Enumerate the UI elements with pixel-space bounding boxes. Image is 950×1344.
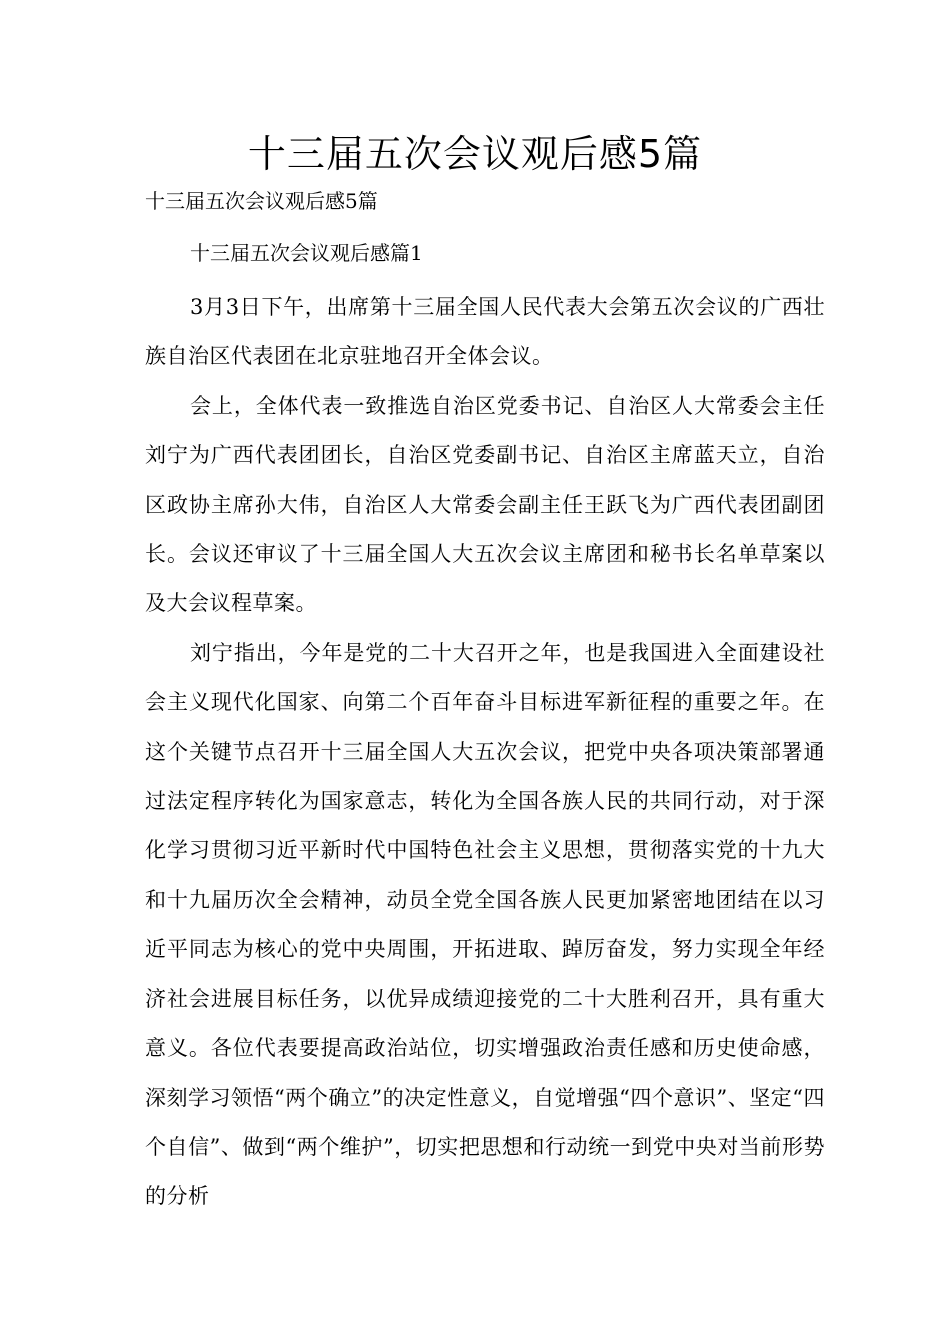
paragraph-3: 刘宁指出，今年是党的二十大召开之年，也是我国进入全面建设社会主义现代化国家、向第二个百年奋斗目标进军新征程的重要之年。在这个关键节点召开十三届全国人大五次会议，把党中央各项决策部署通过法定程序转化为国家意志，转化为全国各族人民的共同行动，对于深化学习贯彻习近平新时代中国特色社会主义思想，贯彻落实党的十九大和十九届历次全会精神，动员全党全国各族人民更加紧密地团结在以习近平同志为核心的党中央周围，开拓进取、踔厉奋发，努力实现全年经济社会进展目标任务，以优异成绩迎接党的二十大胜利召开，具有重大意义。各位代表要提高政治站位，切实增强政治责任感和历史使命感，深刻学习领悟“两个确立”的决定性意义，自觉增强“四个意识”、坚定“四个自信”、做到“两个维护”，切实把思想和行动统一到党中央对当前形势的分析 xyxy=(145,640,825,1209)
document-title: 十三届五次会议观后感5篇 xyxy=(247,132,703,176)
paragraph-2: 会上，全体代表一致推选自治区党委书记、自治区人大常委会主任刘宁为广西代表团团长，自治区党委副书记、自治区主席蓝天立，自治区政协主席孙大伟，自治区人大常委会副主任王跃飞为广西代表团副团长。会议还审议了十三届全国人大五次会议主席团和秘书长名单草案以及大会议程草案。 xyxy=(145,393,825,616)
document-subtitle: 十三届五次会议观后感5篇 xyxy=(145,189,378,213)
body-text xyxy=(145,283,825,1222)
section-heading: 十三届五次会议观后感篇1 xyxy=(190,241,423,265)
paragraph-1: 3月3日下午，出席第十三届全国人民代表大会第五次会议的广西壮族自治区代表团在北京驻地召开全体会议。 xyxy=(145,295,825,369)
